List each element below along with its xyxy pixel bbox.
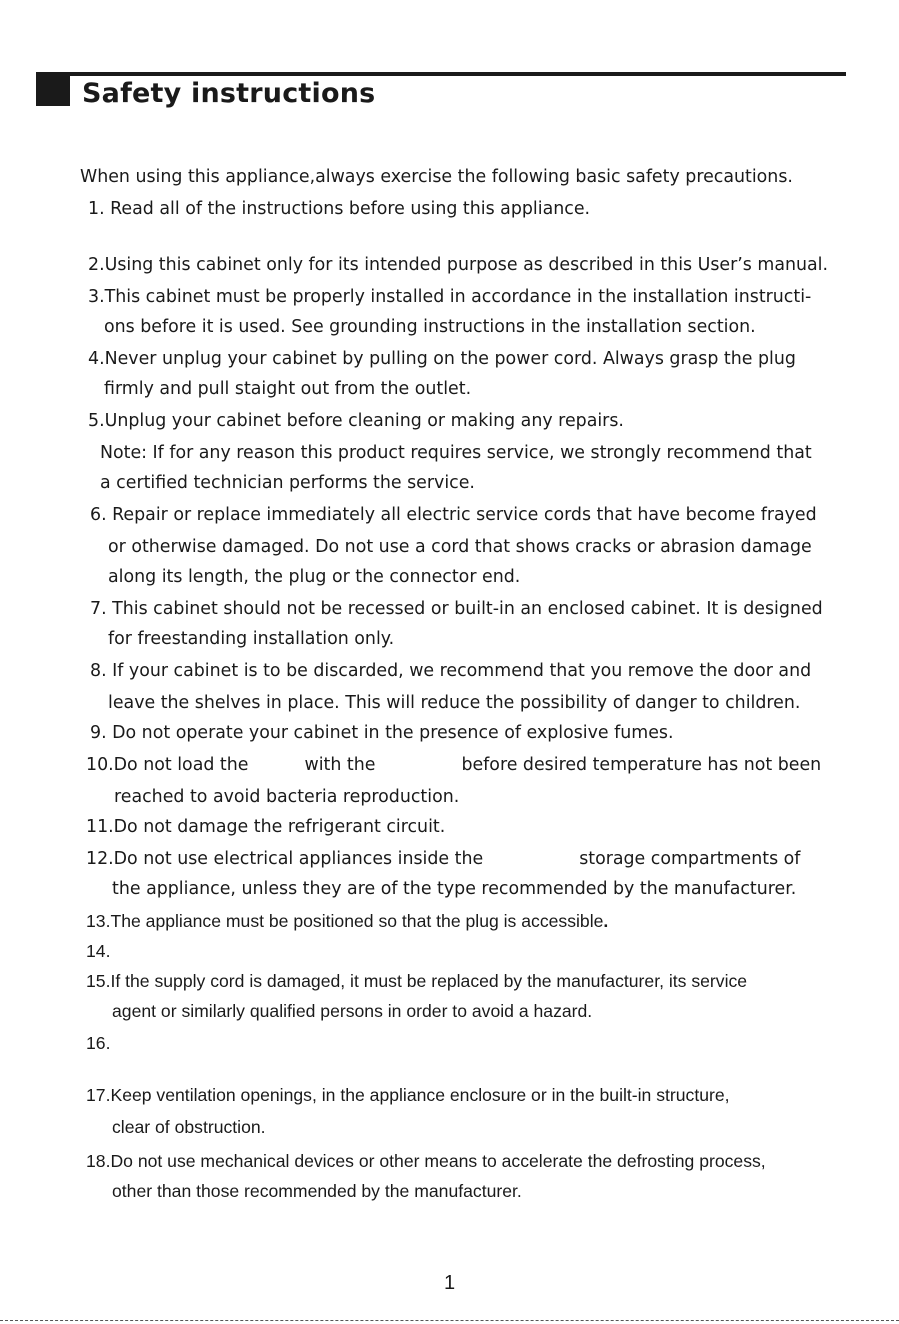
instruction-16: 16. [86,1033,111,1053]
instruction-10-part-1: 10.Do not load the [86,755,249,775]
instruction-12-line-2: the appliance, unless they are of the type recommended by the manufacturer. [112,879,797,899]
page-number: 1 [444,1272,456,1294]
instruction-4-line-1: 4.Never unplug your cabinet by pulling on the power cord. Always grasp the plug [88,349,796,369]
instruction-17-line-2: clear of obstruction. [112,1117,266,1137]
instruction-10-line-2: reached to avoid bacteria reproduction. [114,787,460,807]
instruction-13-period: . [603,911,609,931]
instruction-10-part-3: before desired temperature has not been [461,755,822,775]
instruction-1: 1. Read all of the instructions before using this appliance. [88,199,591,219]
title-marker [36,72,70,106]
instruction-12-line-1 [86,848,800,870]
instruction-18-line-1: 18.Do not use mechanical devices or other means to accelerate the defrosting process, [86,1151,766,1171]
instruction-11: 11.Do not damage the refrigerant circuit. [86,817,446,837]
instruction-7-line-1: 7. This cabinet should not be recessed or built-in an enclosed cabinet. It is designed [90,599,823,619]
instruction-15-line-2: agent or similarly qualified persons in order to avoid a hazard. [112,1001,593,1021]
instruction-13 [86,910,608,932]
instruction-6-line-2: or otherwise damaged. Do not use a cord that shows cracks or abrasion damage [108,537,812,557]
instruction-8-line-1: 8. If your cabinet is to be discarded, we recommend that you remove the door and [90,661,812,681]
instruction-8-line-2: leave the shelves in place. This will reduce the possibility of danger to children. [108,693,801,713]
instruction-4-line-2: firmly and pull staight out from the outlet. [104,379,472,399]
instruction-7-line-2: for freestanding installation only. [108,629,395,649]
instruction-10-line-1 [86,754,821,776]
instruction-2: 2.Using this cabinet only for its intended purpose as described in this User’s manual. [88,255,829,275]
instruction-14: 14. [86,941,111,961]
header-rule [40,72,846,76]
instruction-3-line-1: 3.This cabinet must be properly installed in accordance in the installation instructi- [88,287,812,307]
instruction-15-line-1: 15.If the supply cord is damaged, it must be replaced by the manufacturer, its service [86,971,748,991]
instruction-18-line-2: other than those recommended by the manufacturer. [112,1181,522,1201]
page-title: Safety instructions [82,78,376,109]
instruction-6-line-1: 6. Repair or replace immediately all electric service cords that have become frayed [90,505,817,525]
instruction-13-text: 13.The appliance must be positioned so that the plug is accessible [86,911,604,931]
intro-text: When using this appliance,always exercise the following basic safety precautions. [80,167,793,187]
instruction-3-line-2: ons before it is used. See grounding instructions in the installation section. [104,317,756,337]
instruction-12-part-1: 12.Do not use electrical appliances inside the [86,849,484,869]
instruction-10-part-2: with the [304,755,376,775]
instruction-6-line-3: along its length, the plug or the connector end. [108,567,521,587]
instruction-9: 9. Do not operate your cabinet in the presence of explosive fumes. [90,723,674,743]
instruction-5: 5.Unplug your cabinet before cleaning or making any repairs. [88,411,624,431]
note-line-1: Note: If for any reason this product requires service, we strongly recommend that [100,443,812,463]
page-bottom-edge [0,1320,899,1321]
instruction-17-line-1: 17.Keep ventilation openings, in the appliance enclosure or in the built-in structure, [86,1085,730,1105]
instruction-12-part-2: storage compartments of [579,849,801,869]
note-line-2: a certified technician performs the service. [100,473,475,493]
